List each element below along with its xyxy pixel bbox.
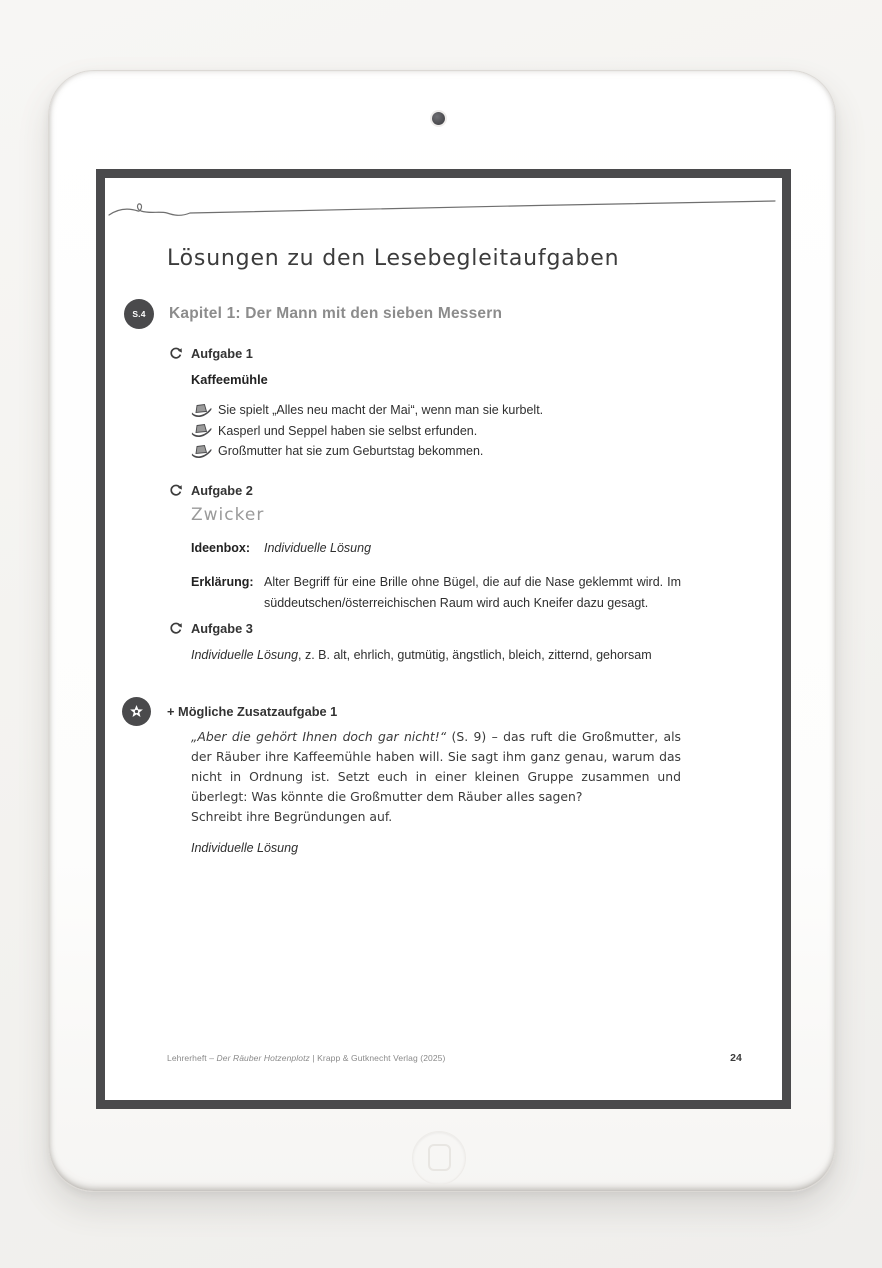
task-1-heading-row xyxy=(169,346,681,361)
task-3-heading: Aufgabe 3 xyxy=(191,621,253,636)
task-1-section xyxy=(169,346,681,462)
answer-text: Kasperl und Seppel haben sie selbst erfunden. xyxy=(218,423,478,438)
star-icon xyxy=(127,702,146,721)
footer-part2: | Krapp & Gutknecht Verlag (2025) xyxy=(309,1053,446,1063)
home-button[interactable] xyxy=(412,1131,466,1185)
task-1-subheading: Kaffeemühle xyxy=(191,372,268,387)
task-2-heading-row xyxy=(169,483,681,498)
document-viewer-frame xyxy=(96,169,791,1109)
page-number: 24 xyxy=(730,1052,742,1064)
list-item xyxy=(191,400,681,421)
task-2-heading: Aufgabe 2 xyxy=(191,483,253,498)
page-footer xyxy=(167,1052,742,1064)
task-1-heading: Aufgabe 1 xyxy=(191,346,253,361)
footer-imprint xyxy=(167,1053,445,1063)
page-reference-badge: S.4 xyxy=(124,299,154,329)
hat-icon xyxy=(191,403,212,418)
circular-arrow-icon xyxy=(169,622,182,635)
answer-text: Großmutter hat sie zum Geburtstag bekommen. xyxy=(218,444,484,458)
task-1-answer-list xyxy=(191,400,681,462)
answer-rest: , z. B. alt, ehrlich, gutmütig, ängstlich, bleich, zitternd, gehorsam xyxy=(298,648,652,662)
handwritten-answer-word: Zwicker xyxy=(191,505,265,525)
document-page xyxy=(105,178,782,1100)
extra-task-text-rest: (S. 9) – das ruft die Großmutter, als der Räuber ihre Kaffeemühle haben will. Sie sagt ihm ganz genau, warum das nicht in Ordnung ist. Setzt euch in einer kleinen Gruppe zusammen und überlegt: Was könnte die Großmutter dem Räuber alles sagen? xyxy=(191,729,682,804)
ideenbox-label: Ideenbox: xyxy=(191,541,251,555)
circular-arrow-icon xyxy=(169,347,182,360)
decorative-squiggle-line xyxy=(107,196,779,228)
task-2-section xyxy=(169,483,681,614)
front-camera-icon xyxy=(432,112,445,125)
chapter-heading: Kapitel 1: Der Mann mit den sieben Messern xyxy=(169,305,503,322)
erklaerung-label: Erklärung: xyxy=(191,575,254,589)
tablet-device xyxy=(48,70,836,1192)
footer-book-title: Der Räuber Hotzenplotz xyxy=(216,1053,310,1063)
task-3-heading-row xyxy=(169,621,681,636)
answer-lead-italic: Individuelle Lösung xyxy=(191,648,299,662)
erklaerung-row xyxy=(191,572,681,614)
extra-task-heading: + Mögliche Zusatzaufgabe 1 xyxy=(167,704,338,719)
list-item xyxy=(191,421,681,442)
footer-part1: Lehrerheft – xyxy=(167,1053,217,1063)
hat-icon xyxy=(191,444,212,459)
erklaerung-text: Alter Begriff für eine Brille ohne Bügel, die auf die Nase geklemmt wird. Im süddeutschen/österreichischen Raum wird auch Kneifer dazu gesagt. xyxy=(264,575,681,610)
chapter-row xyxy=(124,299,502,329)
task-3-section xyxy=(169,621,681,666)
extra-task-text xyxy=(191,727,681,807)
list-item xyxy=(191,441,681,462)
ideenbox-value: Individuelle Lösung xyxy=(264,541,372,555)
extra-task-text-line2: Schreibt ihre Begründungen auf. xyxy=(191,809,393,824)
ideenbox-row xyxy=(191,538,681,559)
extra-task-answer: Individuelle Lösung xyxy=(191,841,299,855)
page-title: Lösungen zu den Lesebegleitaufgaben xyxy=(167,246,620,271)
quote-italic: „Aber die gehört Ihnen doch gar nicht!“ xyxy=(191,729,447,744)
extra-task-section xyxy=(122,696,682,855)
answer-text: Sie spielt „Alles neu macht der Mai“, wenn man sie kurbelt. xyxy=(218,403,544,417)
home-button-square-icon xyxy=(428,1144,451,1171)
circular-arrow-icon xyxy=(169,484,182,497)
task-3-answer xyxy=(191,645,681,666)
hat-icon xyxy=(191,423,212,438)
star-badge xyxy=(122,697,151,726)
